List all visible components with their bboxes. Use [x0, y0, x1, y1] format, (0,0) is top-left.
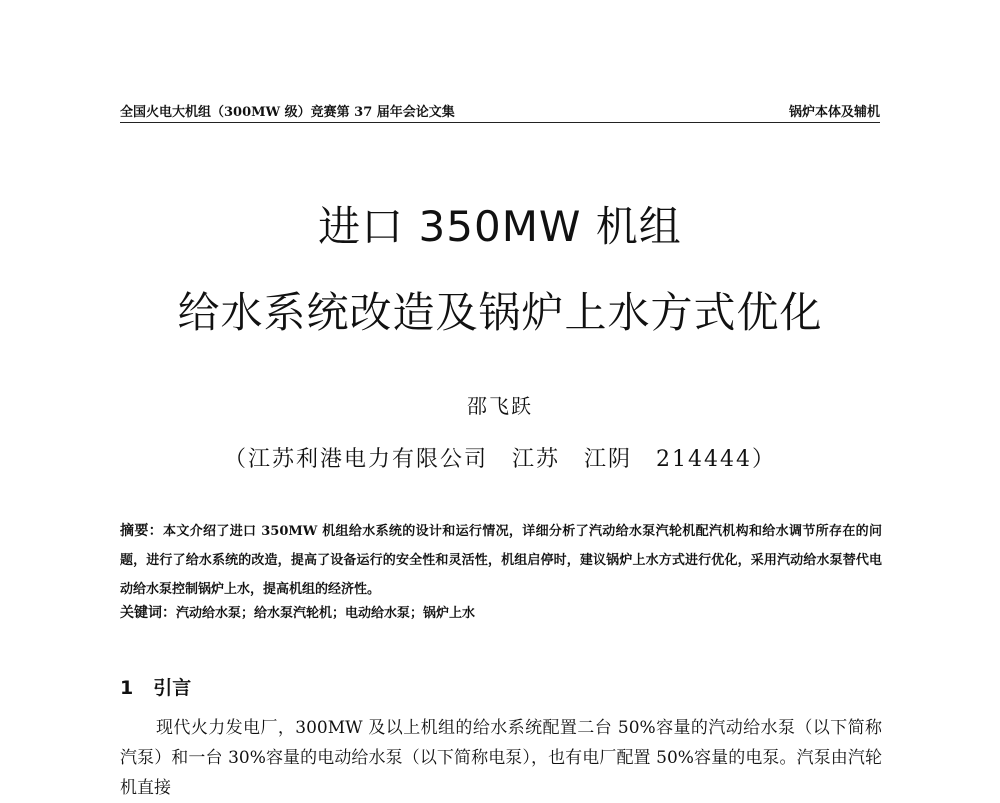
- author-affiliation: （江苏利港电力有限公司 江苏 江阴 214444）: [224, 447, 776, 472]
- abstract-label: 摘要：: [120, 523, 164, 539]
- running-header-right: 锅炉本体及辅机: [788, 105, 880, 120]
- author-name: 邵飞跃: [467, 394, 533, 418]
- running-header-left: 全国火电大机组（300MW 级）竞赛第 37 届年会论文集: [120, 105, 455, 120]
- abstract: [120, 517, 882, 604]
- keywords: [120, 602, 882, 622]
- section-heading: [120, 673, 191, 700]
- paper-title-line-2: 给水系统改造及锅炉上水方式优化: [177, 288, 823, 337]
- paper-title-line-1: 进口 350MW 机组: [318, 202, 682, 251]
- section-number: 1: [120, 677, 134, 699]
- section-title: 引言: [153, 677, 192, 699]
- running-header: [120, 98, 880, 123]
- keywords-text: 汽动给水泵；给水泵汽轮机；电动给水泵；锅炉上水: [176, 606, 476, 621]
- body-paragraph: 现代火力发电厂，300MW 及以上机组的给水系统配置二台 50%容量的汽动给水泵（以下简称汽泵）和一台 30%容量的电动给水泵（以下简称电泵），也有电厂配置 50%容量的电泵。汽泵由汽轮机直接: [120, 718, 882, 798]
- keywords-label: 关键词：: [120, 605, 176, 621]
- abstract-text: 本文介绍了进口 350MW 机组给水系统的设计和运行情况，详细分析了汽动给水泵汽轮机配汽机构和给水调节所存在的问题，进行了给水系统的改造，提高了设备运行的安全性和灵活性，机组启停时，建议锅炉上水方式进行优化，采用汽动给水泵替代电动给水泵控制锅炉上水，提高机组的经济性。: [120, 524, 882, 597]
